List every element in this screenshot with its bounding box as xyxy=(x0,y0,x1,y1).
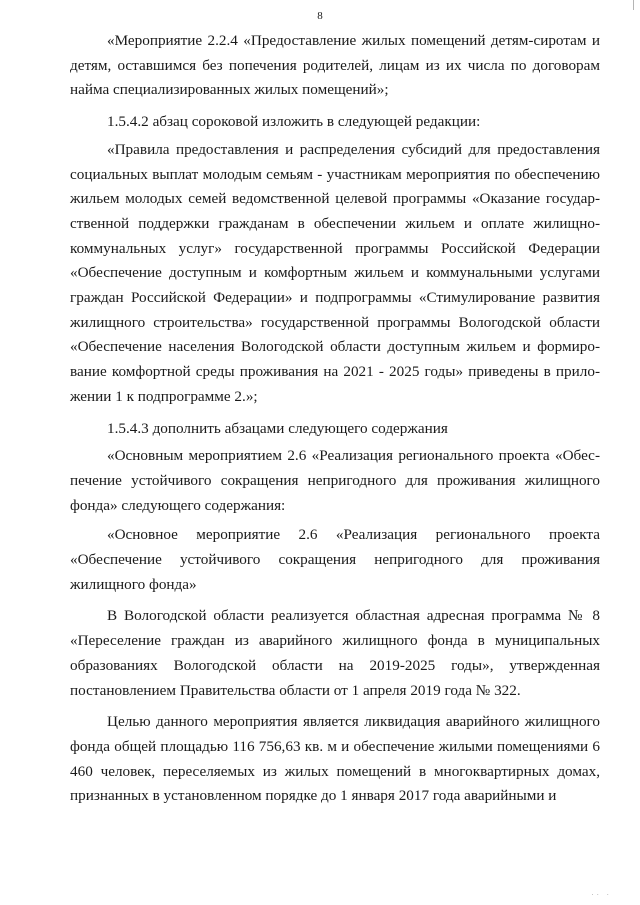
document-body xyxy=(70,29,600,816)
paragraph-measure-2-6-heading: «Основное мероприятие 2.6 «Реализация регионального проекта «Обеспечение устойчивого сокращения непригодного для проживания жилищного фонда» xyxy=(70,526,600,593)
paragraph-measure-2-6-intro: «Основным мероприятием 2.6 «Реализация регионального проекта «Обеспечение устойчивого сокращения непригодного для проживания жилищного фонда» следующего содержания: xyxy=(70,447,600,514)
page-number: 8 xyxy=(317,10,323,22)
paragraph-1-5-4-2: 1.5.4.2 абзац сороковой изложить в следующей редакции: xyxy=(107,113,481,131)
scan-corner-marks: ·· · xyxy=(591,891,612,899)
paragraph-measure-goal: Целью данного мероприятия является ликвидация аварийного жилищного фонда общей площадью 116 756,63 кв. м и обеспечение жилыми помещениями 6 460 человек, переселяемых из жилых помещений в многоквартирных домах, признанных в установленном порядке до 1 января 2017 года аварийными и xyxy=(70,713,600,805)
paragraph-program-8: В Вологодской области реализуется областная адресная программа № 8 «Переселение граждан из аварийного жилищного фонда в муниципальных образованиях Вологодской области на 2019-2025 годы», утвержденная постановлением Правительства области от 1 апреля 2019 года № 322. xyxy=(70,607,600,699)
paragraph-subsidy-rules: «Правила предоставления и распределения субсидий для предоставления социальных выплат молодым семьям - участникам мероприятия по обеспечению жильем молодых семей ведомственной целевой программы «Оказание государственной поддержки гражданам в обеспечении жильем и оплате жилищно-коммунальных услуг» государственной программы Российской Федерации «Обеспечение доступным и комфортным жильем и коммунальными услугами граждан Российской Федерации» и подпрограммы «Стимулирование развития жилищного строительства» государственной программы Вологодской области «Обеспечение населения Вологодской области доступным жильем и формирование комфортной среды проживания на 2021 - 2025 годы» приведены в приложении 1 к подпрограмме 2.»; xyxy=(70,140,600,405)
paragraph-measure-2-2-4: «Мероприятие 2.2.4 «Предоставление жилых помещений детям-сиротам и детям, оставшимся без попечения родителей, лицам из их числа по договорам найма специализированных жилых помещений»; xyxy=(70,32,600,99)
scan-edge-mark xyxy=(633,0,634,10)
paragraph-1-5-4-3: 1.5.4.3 дополнить абзацами следующего содержания xyxy=(107,419,448,437)
